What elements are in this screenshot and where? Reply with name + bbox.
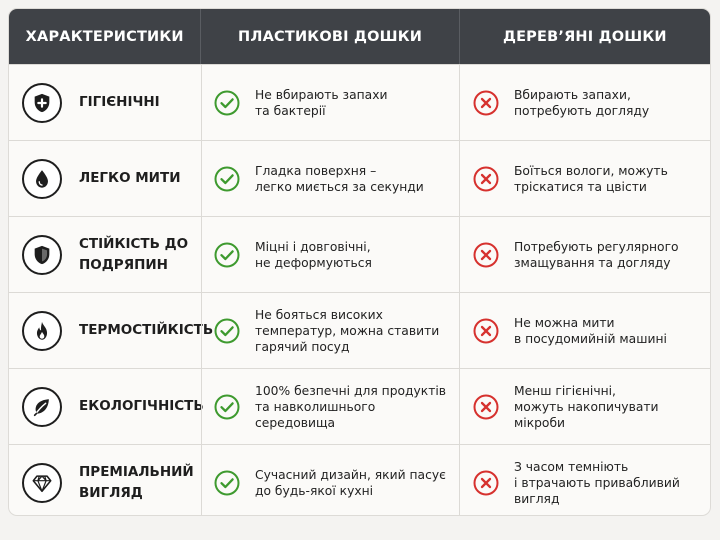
plastic-text: Міцні і довговічні, не деформуються bbox=[255, 239, 372, 270]
check-icon bbox=[214, 470, 240, 496]
check-icon bbox=[214, 318, 240, 344]
shield-plus-icon bbox=[22, 83, 62, 123]
wood-text: З часом темніють і втрачають привабливий вигляд bbox=[514, 459, 680, 506]
table-row bbox=[9, 444, 710, 515]
feature-label: ТЕРМОСТІЙКІСТЬ bbox=[79, 322, 214, 338]
table-header bbox=[9, 9, 710, 64]
plastic-text: Гладка поверхня – легко миється за секунди bbox=[255, 163, 424, 194]
wood-text: Вбирають запахи, потребують догляду bbox=[514, 87, 650, 118]
flame-icon bbox=[22, 311, 62, 351]
diamond-icon bbox=[22, 463, 62, 503]
feature-cell bbox=[9, 369, 204, 444]
check-icon bbox=[214, 242, 240, 268]
cross-icon bbox=[473, 470, 499, 496]
check-icon bbox=[214, 166, 240, 192]
header-wooden-boards: ДЕРЕВ’ЯНІ ДОШКИ bbox=[459, 9, 710, 64]
header-plastic-boards: ПЛАСТИКОВІ ДОШКИ bbox=[200, 9, 458, 64]
table-row bbox=[9, 216, 710, 292]
plastic-cell bbox=[201, 293, 459, 368]
wood-text: Менш гігієнічні, можуть накопичувати мікроби bbox=[514, 383, 659, 430]
wood-text: Боїться вологи, можуть тріскатися та цвісти bbox=[514, 163, 668, 194]
check-icon bbox=[214, 90, 240, 116]
header-characteristics: ХАРАКТЕРИСТИКИ bbox=[25, 28, 184, 45]
water-drop-icon bbox=[22, 159, 62, 199]
shield-icon bbox=[22, 235, 62, 275]
table-row bbox=[9, 292, 710, 368]
check-icon bbox=[214, 394, 240, 420]
wood-cell bbox=[459, 369, 710, 444]
cross-icon bbox=[473, 166, 499, 192]
cross-icon bbox=[473, 318, 499, 344]
plastic-cell bbox=[201, 65, 459, 140]
table-row bbox=[9, 140, 710, 216]
feature-cell bbox=[9, 217, 201, 292]
comparison-table bbox=[9, 9, 710, 515]
feature-cell bbox=[9, 293, 214, 368]
feature-cell bbox=[9, 445, 201, 515]
feature-label: ГІГІЄНІЧНІ bbox=[79, 94, 160, 110]
plastic-text: Не бояться високих температур, можна ставити гарячий посуд bbox=[255, 307, 440, 354]
plastic-cell bbox=[201, 141, 459, 216]
plastic-cell bbox=[201, 445, 459, 515]
wood-cell bbox=[459, 217, 710, 292]
wood-cell bbox=[459, 141, 710, 216]
plastic-cell bbox=[201, 369, 459, 444]
leaf-icon bbox=[22, 387, 62, 427]
wood-cell bbox=[459, 293, 710, 368]
table-row bbox=[9, 368, 710, 444]
cross-icon bbox=[473, 90, 499, 116]
wood-text: Потребують регулярного змащування та догляду bbox=[514, 239, 679, 270]
feature-cell bbox=[9, 141, 201, 216]
plastic-text: Не вбирають запахи та бактерії bbox=[255, 87, 388, 118]
feature-label: СТІЙКІСТЬ ДО ПОДРЯПИН bbox=[79, 235, 189, 273]
table-row bbox=[9, 64, 710, 140]
feature-label: ЕКОЛОГІЧНІСТЬ bbox=[79, 398, 204, 414]
plastic-text: 100% безпечні для продуктів та навколишнього середовища bbox=[255, 383, 447, 430]
feature-cell bbox=[9, 65, 201, 140]
feature-label: ЛЕГКО МИТИ bbox=[79, 170, 181, 186]
cross-icon bbox=[473, 394, 499, 420]
cross-icon bbox=[473, 242, 499, 268]
plastic-cell bbox=[201, 217, 459, 292]
wood-cell bbox=[459, 65, 710, 140]
wood-cell bbox=[459, 445, 710, 515]
plastic-text: Сучасний дизайн, який пасує до будь-якої кухні bbox=[255, 467, 446, 498]
wood-text: Не можна мити в посудомийній машині bbox=[514, 315, 667, 346]
feature-label: ПРЕМІАЛЬНИЙ ВИГЛЯД bbox=[79, 463, 194, 501]
